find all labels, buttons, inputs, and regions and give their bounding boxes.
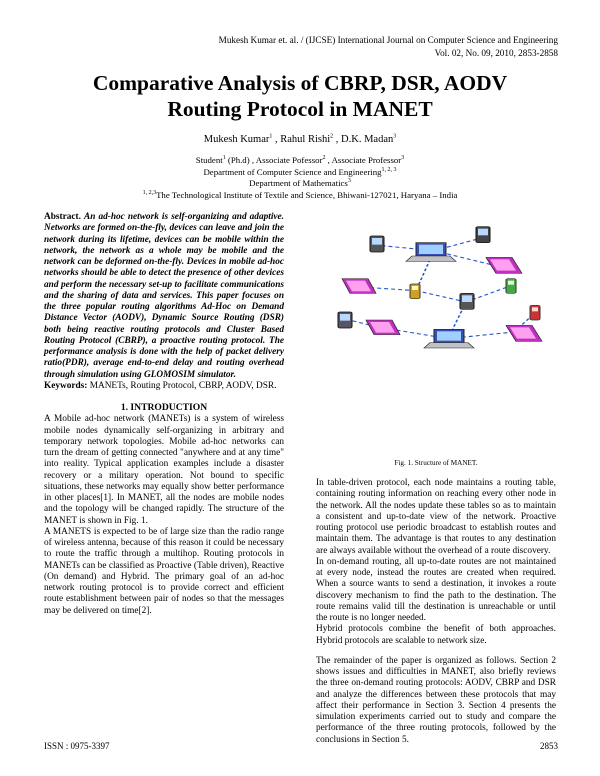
abstract — [44, 212, 284, 381]
role-student: Student — [195, 155, 223, 165]
author-roles — [40, 155, 560, 167]
pda-icon — [476, 227, 490, 243]
role-a-sup: 1 — [222, 155, 226, 162]
dept-2-text: Department of Mathematics — [249, 178, 348, 188]
keywords-text: MANETs, Routing Protocol, CBRP, AODV, DSR. — [89, 380, 277, 391]
section-heading-introduction: 1. INTRODUCTION — [120, 402, 208, 413]
abstract-text: An ad-hoc network is self-organizing and adaptive. Networks are formed on-the-fly, devices can leave and join the network during its lifetime, devices can be mobile within the network, the network as a whole may be mobile and the network can be deformed on-the-fly. Devices in mobile ad-hoc networks should be able to detect the presence of other devices and perform the necessary set-up to facilitate communications and the sharing of data and services. This paper focuses on the three popular routing algorithms Ad-Hoc on Demand Distance Vector (AODV), Dynamic Source Routing (DSR) both being reactive routing protocols and Cluster Based Routing Protocol (CBRP), a proactive routing protocol. The performance analysis is done with the help of packet delivery ratio(PDR), average end-to-end delay and routing overhead through simulation using GLOMOSIM simulator. — [44, 212, 284, 380]
author-2: Rahul Rishi — [280, 134, 331, 145]
keywords-label: Keywords: — [44, 380, 88, 391]
title-line-1: Comparative Analysis of CBRP, DSR, AODV — [92, 71, 508, 95]
role-assoc-1: (Ph.d) , Associate Pofessor — [225, 155, 323, 165]
role-b-sup: 2 — [322, 155, 326, 162]
abstract-label: Abstract. — [44, 212, 81, 222]
laptop-icon — [506, 325, 542, 341]
dept-1-sup: 1, 2, 3 — [381, 166, 397, 173]
affiliations — [40, 155, 560, 201]
institution — [40, 190, 560, 202]
header-volume: Vol. 02, No. 09, 2010, 2853-2858 — [434, 48, 558, 58]
footer-page-number: 2853 — [540, 741, 558, 751]
department-cse — [40, 167, 560, 179]
laptop-icon — [366, 320, 400, 335]
pda-icon — [370, 236, 384, 252]
laptop-icon — [424, 329, 474, 348]
inst-text: The Technological Institute of Textile and Science, Bhiwani-127021, Haryana – India — [156, 189, 458, 200]
dept-1-text: Department of Computer Science and Engineering — [203, 166, 382, 177]
header-journal: Mukesh Kumar et. al. / (IJCSE) International Journal on Computer Science and Engineering — [218, 35, 558, 45]
right-paragraph-4: The remainder of the paper is organized as follows. Section 2 shows issues and difficulties in MANET, also briefly reviews the three on-demand routing protocols: AODV, CBRP and DSR and analyze the differences between these protocols that may affect their performance in Section 3. Section 4 presents the simulation experiments carried out to study and compare the performance of the three routing protocols, followed by the conclusions in Section 5. — [316, 655, 556, 745]
department-math — [40, 178, 560, 190]
author-2-sup: 2 — [330, 133, 334, 140]
right-paragraph-3: Hybrid protocols combine the benefit of both approaches. Hybrid protocols are scalable to network size. — [316, 624, 556, 646]
phone-icon — [530, 305, 540, 320]
laptop-icon — [486, 257, 522, 273]
author-3: D.K. Madan — [341, 134, 394, 145]
figure-caption: Fig. 1. Structure of MANET. — [394, 459, 478, 467]
pda-icon — [460, 293, 474, 309]
author-list: Mukesh Kumar$^1$ , Rahul Rishi$^2$ , D.K. Madan$^3$ — [203, 133, 397, 145]
intro-paragraph-2: A MANETS is expected to be of large size than the radio range of wireless antenna, because of this reason it could be necessary to route the traffic through a multihop. Routing protocols in MANETs can be classified as Proactive (Table driven), Reactive (On demand) and Hybrid. The primary goal of an ad-hoc network routing protocol is to provide correct and efficient route establishment between pair of nodes so that the messages may be delivered on time[2]. — [44, 526, 284, 616]
phone-icon — [410, 284, 420, 299]
author-1: Mukesh Kumar — [203, 134, 270, 145]
author-3-sup: 3 — [393, 133, 397, 140]
manet-figure — [316, 212, 556, 372]
intro-paragraph-1: A Mobile ad-hoc network (MANETs) is a system of wireless mobile nodes dynamically self-organizing in arbitrary and temporary network topologies. Mobile ad-hoc networks can turn the dream of getting connected "anywhere and at any time" into reality. Typical application examples include a disaster recovery or a military operation. Not bound to specific situations, these networks may equally show better performance in other places[1]. In MANET, all the nodes are mobile nodes and the topology will be changed rapidly. The structure of the MANET is shown in Fig. 1. — [44, 414, 284, 526]
right-column — [316, 478, 556, 746]
inst-sup: 1, 2,3 — [142, 189, 157, 196]
keywords — [44, 381, 284, 392]
right-paragraph-1: In table-driven protocol, each node maintains a routing table, containing routing information on reaching every other node in the network. All the nodes update these tables so as to maintain a consistent and up-to-date view of the network. Proactive routing protocol use periodic broadcast to establish routes and maintain them. The advantage is that routes to any destination are always available without the overhead of a route discovery. — [316, 478, 556, 556]
dept-2-sup: 3 — [347, 178, 351, 185]
right-paragraph-2: In on-demand routing, all up-to-date routes are not maintained at every node, instead the routes are created when required. When a source wants to send a destination, it invokes a route discovery mechanism to find the path to the destination. The route remains valid till the destination is unreachable or until the route is no longer needed. — [316, 556, 556, 623]
role-c-sup: 3 — [401, 155, 405, 162]
paper-title — [40, 70, 560, 122]
running-header — [219, 34, 558, 60]
laptop-icon — [406, 243, 456, 262]
laptop-icon — [342, 279, 376, 294]
role-assoc-2: , Associate Professor — [325, 155, 402, 165]
footer-issn: ISSN : 0975-3397 — [44, 741, 110, 751]
pda-icon — [338, 312, 352, 328]
phone-icon — [506, 279, 516, 294]
paragraph-gap — [316, 647, 556, 656]
left-column — [44, 212, 284, 617]
title-line-2: Routing Protocol in MANET — [167, 97, 433, 121]
author-1-sup: 1 — [269, 133, 273, 140]
